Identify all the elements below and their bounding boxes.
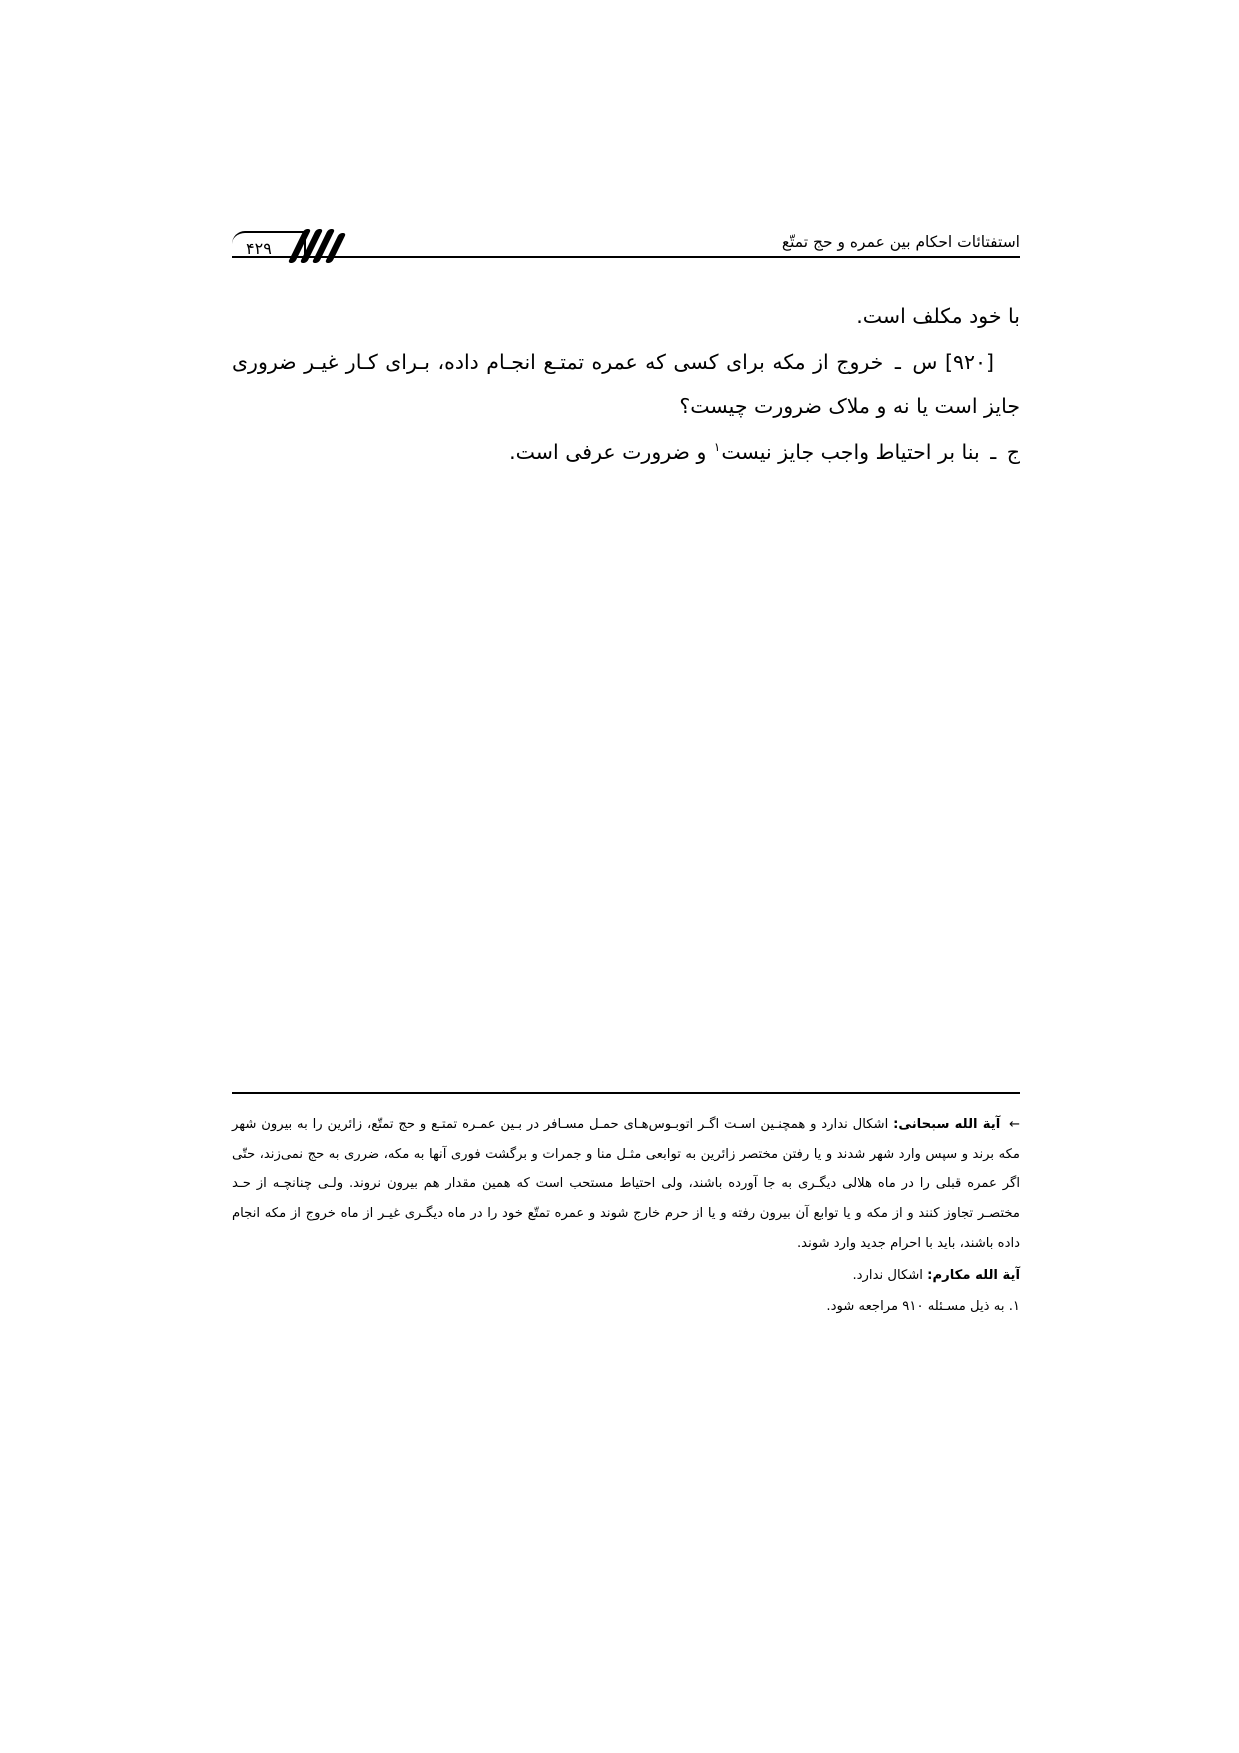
slash-ornament-icon bbox=[294, 229, 350, 263]
running-head-rule bbox=[232, 256, 1020, 258]
answer-text-after-note: و ضرورت عرفی است. bbox=[509, 440, 707, 465]
running-head-title: استفتائات احکام بین عمره و حج تمتّع bbox=[781, 232, 1020, 251]
footnote-entry-makarem bbox=[232, 1261, 1020, 1291]
numbered-footnote-1 bbox=[232, 1292, 1020, 1322]
answer-marker: ج bbox=[1006, 440, 1020, 465]
numbered-footnote-text: به ذیل مسـئله ۹۱۰ مراجعه شود. bbox=[826, 1299, 1005, 1315]
footnote-entry-paragraph bbox=[232, 1110, 1020, 1259]
continued-arrow-icon: ← bbox=[1009, 1117, 1020, 1132]
answer-dash: ـ bbox=[990, 440, 997, 465]
authority-name-makarem: آیة الله مکارم: bbox=[927, 1267, 1020, 1283]
continuation-paragraph: با خود مکلف است. bbox=[856, 304, 1020, 328]
footnote-rule bbox=[232, 1092, 1020, 1094]
answer-paragraph bbox=[232, 430, 1020, 474]
body-text bbox=[232, 294, 1020, 474]
question-dash: ـ bbox=[894, 350, 901, 375]
page-number-badge bbox=[232, 224, 350, 264]
footnote-entry-sobhani bbox=[232, 1110, 1020, 1259]
question-marker: س bbox=[912, 350, 938, 375]
numbered-footnote-number: ۱. bbox=[1008, 1299, 1020, 1315]
authority-name-sobhani: آیة الله سبحانی: bbox=[893, 1117, 1001, 1132]
answer-text-before-note: بنا بر احتیاط واجب جایز نیست bbox=[721, 440, 980, 465]
question-paragraph bbox=[232, 340, 1020, 428]
authority-text-sobhani: اشکال ندارد و همچنـین اسـت اگـر اتوبـوس‌هـای حمـل مسـافر در بـین عمـره تمتـع و حج تمتّع، زائرین را به بیرون شهر مکه برند و سپس وارد شهر شدند و یا رفتن مختصر زائرین به توابعی مثـل منا و جمرات و برگشت فوری آنها به مکه، ضرری به حج نمی‌زند، حتّی اگر عمره قبلی را در ماه هلالی دیگـری به جا آورده باشند، ولی احتیاط مستحب است که همین مقدار هم بیرون نروند. ولـی چنانچـه از حـد مختصـر تجاوز کنند و از مکه و یا توابع آن بیرون رفته و یا از حرم خارج شوند و عمره تمتّع خود را در ماه دیگـری غیـر از ماه خروج از مکه انجام داده باشند، باید با احرام جدید وارد شوند. bbox=[232, 1117, 1020, 1251]
running-head bbox=[232, 210, 1020, 264]
question-number: [۹۲۰] bbox=[944, 350, 994, 375]
footnote-reference: ۱ bbox=[713, 440, 721, 455]
authority-text-makarem: اشکال ندارد. bbox=[852, 1267, 923, 1283]
text-frame bbox=[232, 210, 1020, 476]
footnote-zone bbox=[232, 1092, 1020, 1322]
question-text: خروج از مکه برای کسی که عمره تمتـع انجـام داده، بـرای کـار غیـر ضروری جایز است یا نه و ملاک ضرورت چیست؟ bbox=[232, 350, 1020, 419]
page-number: ۴۲۹ bbox=[246, 239, 272, 258]
